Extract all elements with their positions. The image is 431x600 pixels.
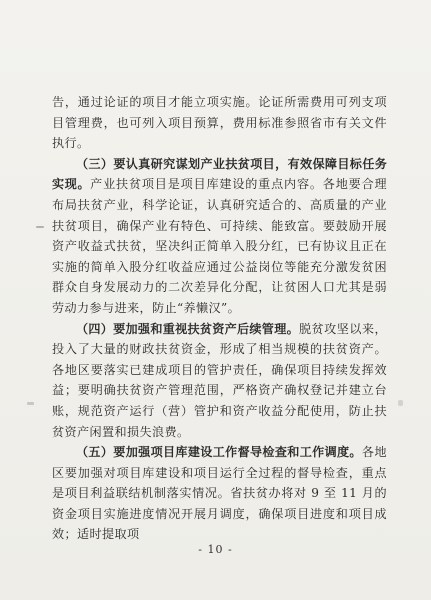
section-heading: （五）要加强项目库建设工作督导检查和工作调度。 [76,445,362,460]
paragraph-section-5 [52,442,387,545]
paragraph-text: 各地区要加强对项目库建设和项目运行全过程的督导检查，重点是项目利益联结机制落实情况。省扶贫办将对 9 至 11 月的资金项目实施进度情况开展月调度，确保项目进度和项目成效；适时提取项 [52,445,387,542]
paragraph-section-4 [52,319,387,443]
paragraph-text: 产业扶贫项目是项目库建设的重点内容。各地要合理布局扶贫产业，科学论证，认真研究适合的、高质量的产业扶贫项目，确保产业有特色、可持续、能致富。要鼓励开展资产收益式扶贫，坚决纠正简单入股分红，已有协议且正在实施的简单入股分红收益应通过公益岗位等能充分激发贫困群众自身发展动力的二次差异化分配，让贫困人口尤其是弱劳动力参与进来，防止“养懒汉”。 [52,177,387,315]
paragraph-section-3 [52,154,387,319]
paragraph-text: 脱贫攻坚以来，投入了大量的财政扶贫资金，形成了相当规模的扶贫资产。各地区要落实已建成项目的管护责任，确保项目持续发挥效益；要明确扶贫资产管理范围，严格资产确权登记并建立台账，规范资产运行（营）管护和资产收益分配使用，防止扶贫资产闲置和损失浪费。 [52,321,387,439]
section-heading: （四）要加强和重视扶贫资产后续管理。 [76,321,299,336]
margin-mark [398,400,403,406]
section-heading: （三）要认真研究谋划产业扶贫项目，有效保障目标任务实现。 [52,156,387,192]
page-number: - 10 - [198,543,233,556]
margin-mark [36,226,44,228]
document-body [52,92,387,545]
paragraph-continuation [52,92,387,154]
margin-mark [27,402,34,405]
paragraph-text: 告，通过论证的项目才能立项实施。论证所需费用可列支项目管理费，也可列入项目预算，费用标准参照省市有关文件执行。 [52,95,387,151]
